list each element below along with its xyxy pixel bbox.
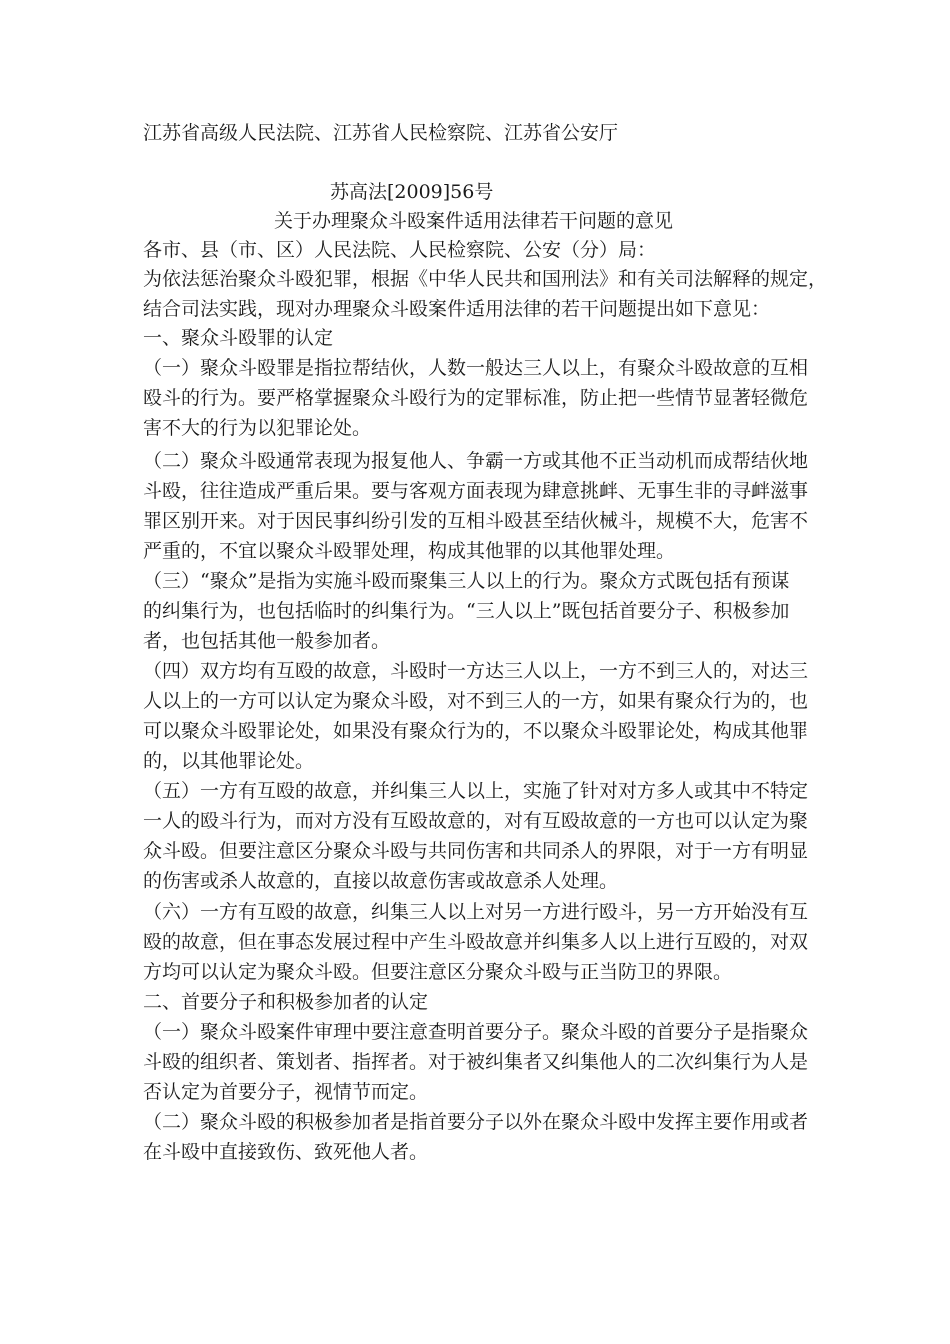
paragraph-line: 斗殴，往往造成严重后果。要与客观方面表现为肆意挑衅、无事生非的寻衅滋事 [143,480,809,502]
paragraph-line: 严重的，不宜以聚众斗殴罪处理，构成其他罪的以其他罪处理。 [143,540,676,562]
paragraph-line: 人以上的一方可以认定为聚众斗殴，对不到三人的一方，如果有聚众行为的，也 [143,690,809,712]
paragraph-line: 的纠集行为，也包括临时的纠集行为。“三人以上”既包括首要分子、积极参加 [143,600,790,622]
paragraph-line: （二）聚众斗殴的积极参加者是指首要分子以外在聚众斗殴中发挥主要作用或者 [143,1111,809,1133]
paragraph-line: 殴的故意，但在事态发展过程中产生斗殴故意并纠集多人以上进行互殴的，对双 [143,931,809,953]
paragraph-line: 众斗殴。但要注意区分聚众斗殴与共同伤害和共同杀人的界限，对于一方有明显 [143,840,809,862]
paragraph-line: 罪区别开来。对于因民事纠纷引发的互相斗殴甚至结伙械斗，规模不大，危害不 [143,510,809,532]
intro-line: 结合司法实践，现对办理聚众斗殴案件适用法律的若干问题提出如下意见： [143,298,771,320]
paragraph-line: 的伤害或杀人故意的，直接以故意伤害或故意杀人处理。 [143,870,619,892]
paragraph-line: （一）聚众斗殴案件审理中要注意查明首要分子。聚众斗殴的首要分子是指聚众 [143,1021,809,1043]
paragraph-line: 害不大的行为以犯罪论处。 [143,417,372,439]
paragraph-line: （四）双方均有互殴的故意，斗殴时一方达三人以上，一方不到三人的，对达三 [143,660,809,682]
addressee-line: 各市、县（市、区）人民法院、人民检察院、公安（分）局： [143,239,657,261]
document-title: 关于办理聚众斗殴案件适用法律若干问题的意见 [274,210,674,232]
paragraph-line: 的，以其他罪论处。 [143,750,315,772]
paragraph-line: 斗殴的组织者、策划者、指挥者。对于被纠集者又纠集他人的二次纠集行为人是 [143,1051,809,1073]
paragraph-line: （一）聚众斗殴罪是指拉帮结伙，人数一般达三人以上，有聚众斗殴故意的互相 [143,357,809,379]
paragraph-line: （二）聚众斗殴通常表现为报复他人、争霸一方或其他不正当动机而成帮结伙地 [143,450,809,472]
paragraph-line: 者，也包括其他一般参加者。 [143,630,391,652]
paragraph-line: （六）一方有互殴的故意，纠集三人以上对另一方进行殴斗，另一方开始没有互 [143,901,809,923]
document-number: 苏高法[2009]56号 [330,181,494,203]
paragraph-line: 否认定为首要分子，视情节而定。 [143,1081,429,1103]
intro-line: 为依法惩治聚众斗殴犯罪，根据《中华人民共和国刑法》和有关司法解释的规定， [143,268,828,290]
section-heading: 一、聚众斗殴罪的认定 [143,327,334,349]
paragraph-line: 方均可以认定为聚众斗殴。但要注意区分聚众斗殴与正当防卫的界限。 [143,961,733,983]
paragraph-line: 殴斗的行为。要严格掌握聚众斗殴行为的定罪标准，防止把一些情节显著轻微危 [143,387,809,409]
section-heading: 二、首要分子和积极参加者的认定 [143,991,429,1013]
paragraph-line: （五）一方有互殴的故意，并纠集三人以上，实施了针对对方多人或其中不特定 [143,780,809,802]
paragraph-line: （三）“聚众”是指为实施斗殴而聚集三人以上的行为。聚众方式既包括有预谋 [143,570,790,592]
paragraph-line: 可以聚众斗殴罪论处，如果没有聚众行为的，不以聚众斗殴罪论处，构成其他罪 [143,720,809,742]
issuers-line: 江苏省高级人民法院、江苏省人民检察院、江苏省公安厅 [143,122,619,144]
paragraph-line: 在斗殴中直接致伤、致死他人者。 [143,1141,429,1163]
paragraph-line: 一人的殴斗行为，而对方没有互殴故意的，对有互殴故意的一方也可以认定为聚 [143,810,809,832]
